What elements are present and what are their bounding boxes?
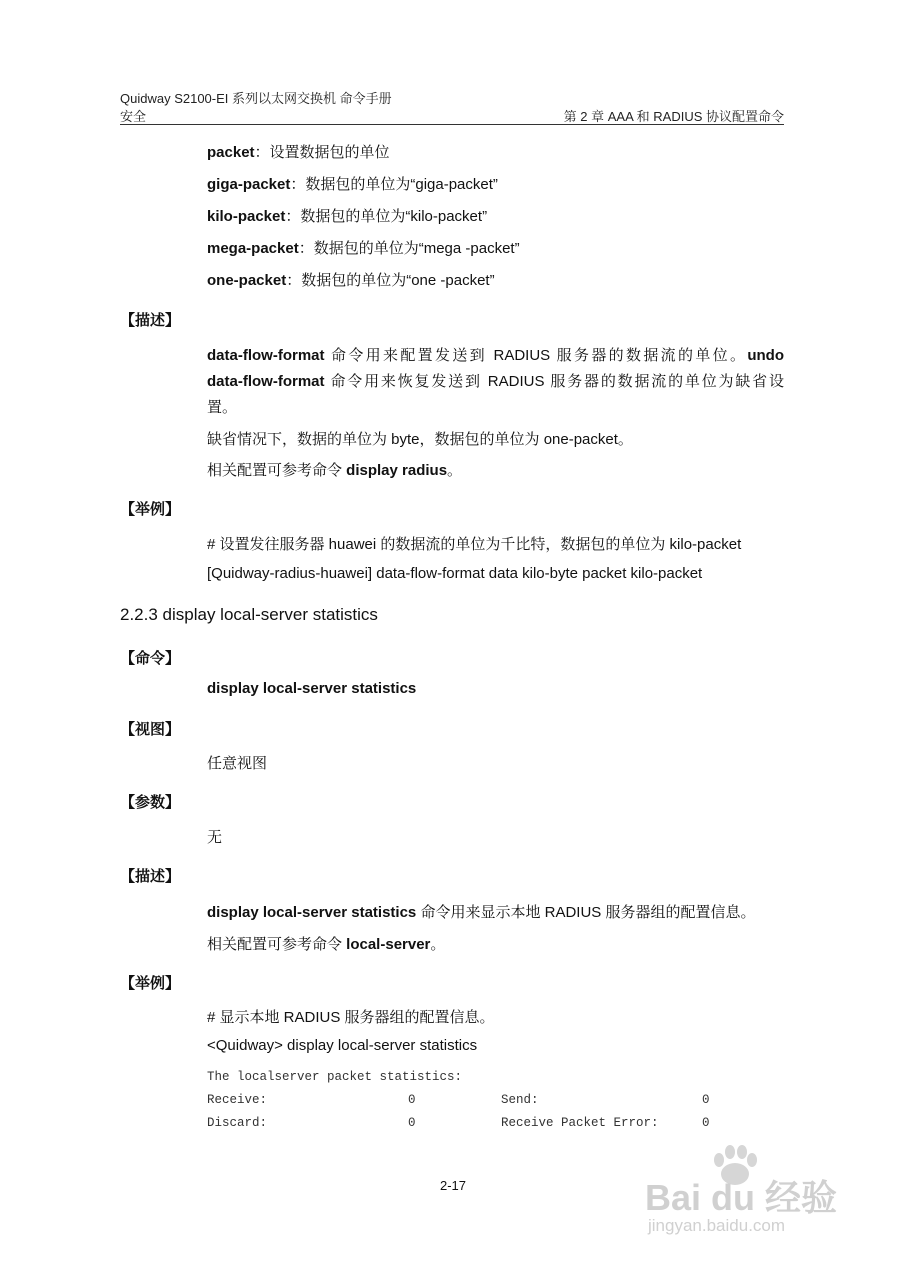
header-rule xyxy=(120,124,784,125)
desc-line-2: data-flow-format 命令用来恢复发送到 RADIUS 服务器的数据流的单位为缺省设 xyxy=(207,373,784,390)
output-value: 0 xyxy=(702,1116,710,1130)
cmd-syntax: display local-server statistics xyxy=(207,680,417,697)
example-cmd-1: [Quidway-radius-huawei] data-flow-format data kilo-byte packet kilo-packet xyxy=(207,565,703,582)
example-heading-2: 【举例】 xyxy=(120,975,181,992)
watermark-brand: Bai du 经验 xyxy=(645,1177,838,1218)
example-comment-1: # 设置发往服务器 huawei 的数据流的单位为千比特，数据包的单位为 kilo-packet xyxy=(207,536,742,553)
param-mega-packet: mega-packet：数据包的单位为“mega -packet” xyxy=(207,240,520,257)
param-one-packet: one-packet：数据包的单位为“one -packet” xyxy=(207,272,495,289)
param-giga-packet: giga-packet：数据包的单位为“giga-packet” xyxy=(207,176,498,193)
param-heading: 【参数】 xyxy=(120,794,181,811)
section-title: 2.2.3 display local-server statistics xyxy=(120,605,378,624)
output-value: 0 xyxy=(408,1093,416,1107)
param-packet: packet：设置数据包的单位 xyxy=(207,144,390,161)
output-title: The localserver packet statistics: xyxy=(207,1070,463,1084)
ref-line-1: 相关配置可参考命令 display radius。 xyxy=(207,462,463,479)
view-heading: 【视图】 xyxy=(120,721,181,738)
ref-line-2: 相关配置可参考命令 local-server。 xyxy=(207,936,446,953)
output-value: 0 xyxy=(408,1116,416,1130)
desc-heading-1: 【描述】 xyxy=(120,312,181,329)
param-kilo-packet: kilo-packet：数据包的单位为“kilo-packet” xyxy=(207,208,488,225)
example-heading-1: 【举例】 xyxy=(120,501,181,518)
desc-text-2: display local-server statistics 命令用来显示本地 RADIUS 服务器组的配置信息。 xyxy=(207,904,756,921)
header-chapter: 第 2 章 AAA 和 RADIUS 协议配置命令 xyxy=(563,109,784,124)
header-doc-title: Quidway S2100-EI 系列以太网交换机 命令手册 xyxy=(120,91,392,106)
watermark-url: jingyan.baidu.com xyxy=(648,1216,786,1235)
param-text: 无 xyxy=(207,829,223,846)
view-text: 任意视图 xyxy=(207,755,268,772)
desc-line-1: data-flow-format 命令用来配置发送到 RADIUS 服务器的数据流的单位。undo xyxy=(207,347,784,364)
output-label: Send: xyxy=(501,1093,539,1107)
default-text: 缺省情况下，数据的单位为 byte，数据包的单位为 one-packet。 xyxy=(207,431,633,448)
desc-heading-2: 【描述】 xyxy=(120,868,181,885)
output-label: Discard: xyxy=(207,1116,268,1130)
header-doc-subtitle: 安全 xyxy=(120,109,147,124)
example-cmd-2: <Quidway> display local-server statistics xyxy=(207,1037,478,1054)
output-value: 0 xyxy=(702,1093,710,1107)
cmd-heading: 【命令】 xyxy=(120,650,181,667)
desc-line-3: 置。 xyxy=(207,399,238,416)
page-number: 2-17 xyxy=(440,1178,467,1193)
output-label: Receive: xyxy=(207,1093,268,1107)
output-label: Receive Packet Error: xyxy=(501,1116,659,1130)
example-comment-2: # 显示本地 RADIUS 服务器组的配置信息。 xyxy=(207,1009,495,1026)
